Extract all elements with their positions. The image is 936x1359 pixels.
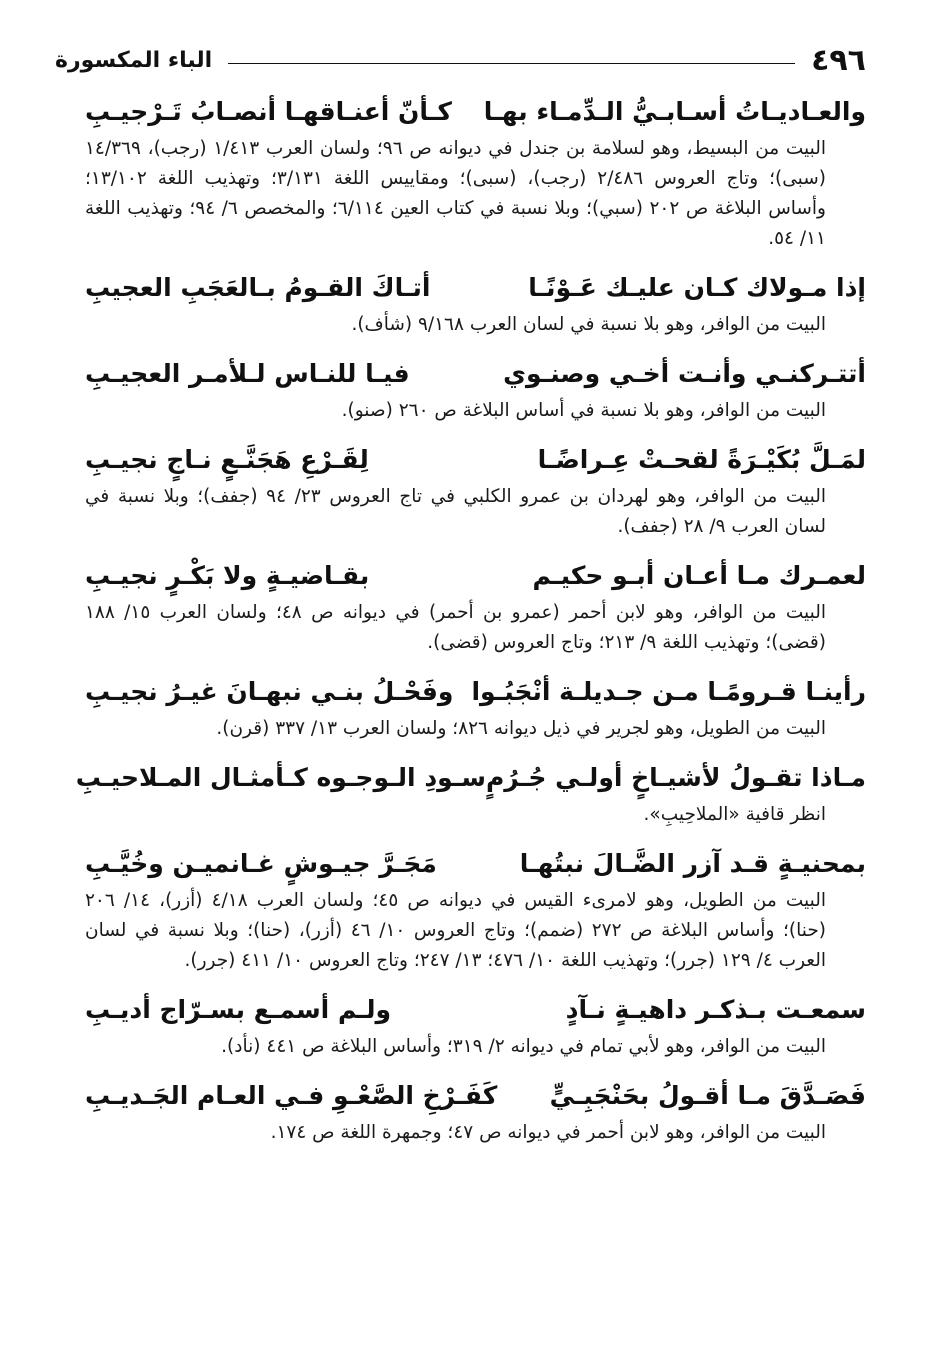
first-hemistich: بمحنيـةٍ قـد آزر الضَّـالَ نبتُهـا (519, 849, 866, 878)
first-hemistich: والعـاديـاتُ أسـابـيُّ الـدِّمـاء بهـا (483, 97, 866, 126)
verse-line (85, 988, 866, 1032)
verse-line (85, 670, 866, 714)
source-note: البيت من الطويل، وهو لامرىء القيس في ديوانه ص ٤٥؛ ولسان العرب ٤/١٨ (أزر)، ١٤/ ٢٠٦ (حنا)؛ وأساس البلاغة ص ٢٧٢ (ضمم)؛ وتاج العروس ١٠/ ٤٦ (أزر)، (حنا)؛ وبلا نسبة في لسان العرب ٤/ ١٢٩ (جرر)؛ وتهذيب اللغة ١٠/ ٤٧٦؛ ١٣/ ٢٤٧؛ وتاج العروس ١٠/ ٤١١ (جرر). (85, 890, 826, 971)
page-number: ٤٩٦ (811, 42, 866, 78)
verse-line (85, 842, 866, 886)
source-note: البيت من الطويل، وهو لجرير في ذيل ديوانه ٨٢٦؛ ولسان العرب ١٣/ ٣٣٧ (قرن). (216, 718, 826, 739)
verse-entry (85, 988, 866, 1062)
first-hemistich: أتتـركنـي وأنـت أخـي وصنـوي (503, 359, 866, 388)
verse-entry (85, 554, 866, 658)
verse-line (85, 438, 866, 482)
verse-entry (85, 266, 866, 340)
first-hemistich: إذا مـولاك كـان عليـك عَـوْنًـا (528, 273, 866, 302)
second-hemistich: سـودِ الـوجـوه كـأمثـال المـلاحيـبِ (75, 763, 486, 792)
source-note: البيت من الوافر، وهو لأبي تمام في ديوانه ٢/ ٣١٩؛ وأساس البلاغة ص ٤٤١ (نأد). (221, 1036, 826, 1057)
source-note: البيت من الوافر، وهو لابن أحمر في ديوانه ص ٤٧؛ وجمهرة اللغة ص ١٧٤. (270, 1122, 826, 1143)
first-hemistich: سمعـت بـذكـر داهيـةٍ نـآدٍ (565, 995, 866, 1024)
verse-entry (85, 352, 866, 426)
first-hemistich: فَصَـدَّقَ مـا أقـولُ بحَنْجَبِـيٍّ (549, 1081, 866, 1110)
first-hemistich: لعمـرك مـا أعـان أبـو حكيـم (532, 561, 866, 590)
second-hemistich: فيـا للنـاس لـلأمـر العجيـبِ (85, 359, 410, 388)
first-hemistich: رأينـا قـرومًـا مـن جـديلـة أنْجَبُـوا (471, 677, 866, 706)
first-hemistich: مـاذا تقـولُ لأشيـاخٍ أولـي جُـرُمٍ (485, 763, 866, 792)
verse-line (85, 90, 866, 134)
verse-list (75, 90, 866, 1148)
verse-entry (85, 842, 866, 976)
second-hemistich: مَجَـرَّ جيـوشٍ غـانميـن وخُيَّـبِ (85, 849, 437, 878)
verse-line (85, 1074, 866, 1118)
verse-entry (85, 670, 866, 744)
first-hemistich: لمَـلَّ بُكَيْـرَةً لقحـتْ عِـراضًـا (537, 445, 866, 474)
chapter-title: الباء المكسورة (55, 47, 213, 73)
second-hemistich: ولـم أسمـع بسـرّاج أديـبِ (85, 995, 392, 1024)
source-note: البيت من الوافر، وهو بلا نسبة في لسان العرب ٩/١٦٨ (شأف). (351, 314, 826, 335)
second-hemistich: بقـاضيـةٍ ولا بَكْـرٍ نجيـبِ (85, 561, 370, 590)
second-hemistich: لِقَـرْعِ هَجَنَّـعٍ نـاجٍ نجيـبِ (85, 445, 369, 474)
verse-line (85, 554, 866, 598)
verse-entry (75, 756, 866, 830)
source-note: البيت من الوافر، وهو لابن أحمر (عمرو بن أحمر) في ديوانه ص ٤٨؛ ولسان العرب ١٥/ ١٨٨ (قضى)؛ وتهذيب اللغة ٩/ ٢١٣؛ وتاج العروس (قضى). (85, 602, 826, 653)
verse-entry (85, 90, 866, 254)
header-rule (228, 63, 795, 64)
source-note: انظر قافية «الملاحِيبِ». (643, 804, 826, 825)
verse-line (85, 266, 866, 310)
verse-line (85, 352, 866, 396)
source-note: البيت من الوافر، وهو لهردان بن عمرو الكلبي في تاج العروس ٢٣/ ٩٤ (جفف)؛ وبلا نسبة في لسان العرب ٩/ ٢٨ (جفف). (85, 486, 826, 537)
second-hemistich: أتـاكَ القـومُ بـالعَجَبِ العجيبِ (85, 273, 431, 302)
verse-entry (85, 438, 866, 542)
verse-line (75, 756, 866, 800)
second-hemistich: وفَحْـلُ بنـي نبهـانَ غيـرُ نجيـبِ (85, 677, 454, 706)
source-note: البيت من الوافر، وهو بلا نسبة في أساس البلاغة ص ٢٦٠ (صنو). (341, 400, 826, 421)
running-header (55, 40, 866, 80)
second-hemistich: كَفَـرْخِ الصَّعْـوِ فـي العـام الجَـديـبِ (85, 1081, 498, 1110)
second-hemistich: كـأنّ أعنـاقهـا أنصـابُ تَـرْجيـبِ (85, 97, 452, 126)
verse-entry (85, 1074, 866, 1148)
source-note: البيت من البسيط، وهو لسلامة بن جندل في ديوانه ص ٩٦؛ ولسان العرب ١/٤١٣ (رجب)، ١٤/٣٦٩ (سبى)؛ وتاج العروس ٢/٤٨٦ (رجب)، (سبى)؛ ومقاييس اللغة ٣/١٣١؛ وتهذيب اللغة ١٣/١٠٢؛ وأساس البلاغة ص ٢٠٢ (سبي)؛ وبلا نسبة في كتاب العين ٦/١١٤؛ والمخصص ٦/ ٩٤؛ وتهذيب اللغة ١١/ ٥٤. (85, 138, 826, 249)
